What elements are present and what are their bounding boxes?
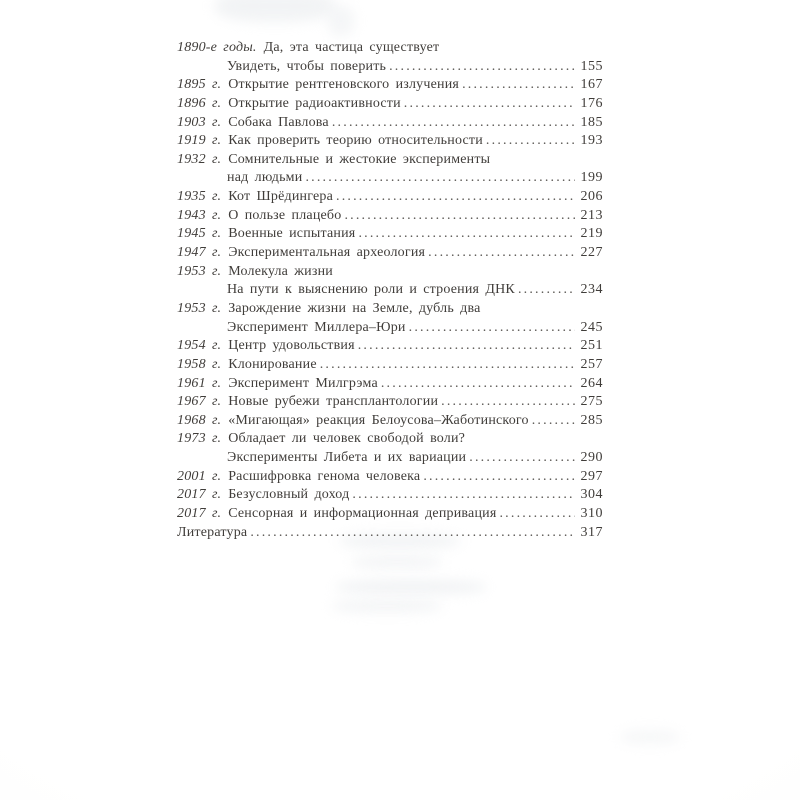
ghost-showthrough-mark	[332, 600, 442, 612]
toc-entry-year: 1953 г.	[177, 263, 222, 279]
page-number: 199	[580, 170, 603, 186]
toc-entry	[177, 505, 603, 524]
dot-leader	[344, 207, 575, 226]
page-number: 185	[580, 114, 603, 130]
toc-entry	[177, 151, 603, 170]
dot-leader	[336, 188, 575, 207]
dot-leader	[441, 393, 575, 412]
dot-leader	[250, 524, 575, 543]
toc-entry-year: 2017 г.	[177, 487, 222, 503]
toc-entry-title: На пути к выяснению роли и строения ДНК	[227, 282, 515, 298]
dot-leader	[358, 337, 575, 356]
toc-entry-title: Эксперименты Либета и их вариации	[227, 450, 467, 466]
toc-entry	[177, 468, 603, 487]
toc-entry-title: Увидеть, чтобы поверить	[227, 58, 387, 74]
page-number: 285	[580, 412, 603, 428]
toc-entry	[177, 524, 603, 543]
dot-leader	[532, 412, 575, 431]
toc-entry-title: Эксперимент Милгрэма	[228, 375, 378, 391]
toc-entry-year: 1958 г.	[177, 356, 222, 372]
page-number: 310	[580, 506, 603, 522]
toc-entry-title: Молекула жизни	[228, 263, 333, 279]
dot-leader	[389, 58, 575, 77]
toc-entry-year: 1945 г.	[177, 226, 222, 242]
toc-entry-year: 1961 г.	[177, 375, 222, 391]
toc-entry	[177, 430, 603, 449]
toc-entry-title: Расшифровка генома человека	[228, 468, 421, 484]
toc-entry-year: 1954 г.	[177, 338, 222, 354]
toc-entry	[177, 412, 603, 431]
page-number: 206	[580, 189, 603, 205]
toc-entry	[177, 207, 603, 226]
dot-leader	[518, 281, 575, 300]
toc-entry	[177, 132, 603, 151]
toc-entry	[177, 225, 603, 244]
page-number: 219	[580, 226, 603, 242]
toc-entry-year: 2017 г.	[177, 506, 222, 522]
toc-entry-title: Безусловный доход	[228, 487, 350, 503]
page-number: 264	[580, 375, 603, 391]
page-number: 213	[580, 207, 603, 223]
toc-entry-year: 1943 г.	[177, 207, 222, 223]
page-number: 317	[580, 524, 603, 540]
toc-entry-year: 2001 г.	[177, 468, 222, 484]
page-number: 297	[580, 468, 603, 484]
toc-entry-year: 1890-е годы.	[177, 40, 257, 55]
dot-leader	[352, 486, 575, 505]
table-of-contents	[177, 39, 603, 542]
toc-entry-year: 1968 г.	[177, 412, 222, 428]
toc-entry-title: Собака Павлова	[228, 114, 329, 130]
ghost-showthrough-mark	[336, 580, 486, 594]
dot-leader	[423, 468, 575, 487]
ghost-showthrough-mark	[620, 730, 680, 744]
toc-entry-title: Новые рубежи трансплантологии	[228, 394, 439, 410]
page-number: 227	[580, 245, 603, 261]
ghost-showthrough-mark	[328, 6, 354, 36]
page-number: 275	[580, 394, 603, 410]
page-number: 290	[580, 450, 603, 466]
dot-leader	[320, 356, 575, 375]
toc-entry-title: Да, эта частица существует	[263, 40, 440, 55]
dot-leader	[428, 244, 575, 263]
toc-entry	[177, 263, 603, 282]
page-number: 155	[580, 58, 603, 74]
toc-entry-title: Эксперимент Миллера–Юри	[227, 319, 406, 335]
toc-entry	[177, 356, 603, 375]
toc-entry-year: 1903 г.	[177, 114, 222, 130]
toc-entry-year: 1947 г.	[177, 245, 222, 261]
toc-entry	[177, 300, 603, 319]
dot-leader	[499, 505, 575, 524]
dot-leader	[486, 132, 575, 151]
toc-entry-title: Зарождение жизни на Земле, дубль два	[228, 300, 481, 316]
toc-entry-title: Клонирование	[228, 356, 317, 372]
page-number: 251	[580, 338, 603, 354]
dot-leader	[409, 319, 575, 338]
toc-entry	[177, 244, 603, 263]
page-number: 234	[580, 282, 603, 298]
dot-leader	[469, 449, 575, 468]
dot-leader	[305, 169, 575, 188]
dot-leader	[404, 95, 575, 114]
dot-leader	[358, 225, 575, 244]
toc-entry	[177, 319, 603, 338]
toc-entry-title: Кот Шрёдингера	[228, 189, 333, 205]
toc-entry	[177, 58, 603, 77]
toc-entry	[177, 76, 603, 95]
toc-entry-title: Экспериментальная археология	[228, 245, 426, 261]
page-number: 257	[580, 356, 603, 372]
toc-entry	[177, 449, 603, 468]
toc-entry	[177, 337, 603, 356]
toc-entry-year: 1895 г.	[177, 77, 222, 93]
toc-entry-title: Сенсорная и информационная депривация	[228, 506, 497, 522]
toc-entry-year: 1932 г.	[177, 151, 222, 167]
toc-entry-title: Открытие рентгеновского излучения	[228, 77, 460, 93]
toc-entry-year: 1919 г.	[177, 133, 222, 149]
toc-entry-title: «Мигающая» реакция Белоусова–Жаботинского	[228, 412, 529, 428]
toc-entry	[177, 281, 603, 300]
toc-entry	[177, 114, 603, 133]
toc-entry-year: 1896 г.	[177, 95, 222, 111]
toc-entry-year: 1953 г.	[177, 300, 222, 316]
dot-leader	[462, 76, 575, 95]
page-number: 176	[580, 95, 603, 111]
toc-entry	[177, 39, 603, 58]
toc-entry-title: Открытие радиоактивности	[228, 95, 401, 111]
toc-entry	[177, 169, 603, 188]
toc-entry-year: 1973 г.	[177, 431, 222, 447]
dot-leader	[381, 375, 575, 394]
ghost-showthrough-mark	[215, 0, 335, 22]
toc-entry-title: Центр удовольствия	[228, 338, 355, 354]
toc-entry	[177, 95, 603, 114]
toc-entry-title: Военные испытания	[228, 226, 356, 242]
toc-entry-title: Сомнительные и жестокие эксперименты	[228, 151, 491, 167]
toc-entry-title: О пользе плацебо	[228, 207, 342, 223]
toc-entry-title: Литература	[177, 524, 248, 540]
page-number: 193	[580, 133, 603, 149]
dot-leader	[332, 114, 575, 133]
toc-entry	[177, 188, 603, 207]
toc-entry-title: Обладает ли человек свободой воли?	[228, 431, 466, 447]
toc-entry-title: Как проверить теорию относительности	[228, 133, 483, 149]
toc-entry-year: 1967 г.	[177, 394, 222, 410]
toc-entry	[177, 393, 603, 412]
toc-entry-year: 1935 г.	[177, 189, 222, 205]
ghost-showthrough-mark	[352, 556, 442, 568]
toc-entry	[177, 375, 603, 394]
page-number: 304	[580, 487, 603, 503]
toc-entry-title: над людьми	[227, 170, 303, 186]
toc-entry	[177, 486, 603, 505]
page-number: 167	[580, 77, 603, 93]
page-number: 245	[580, 319, 603, 335]
